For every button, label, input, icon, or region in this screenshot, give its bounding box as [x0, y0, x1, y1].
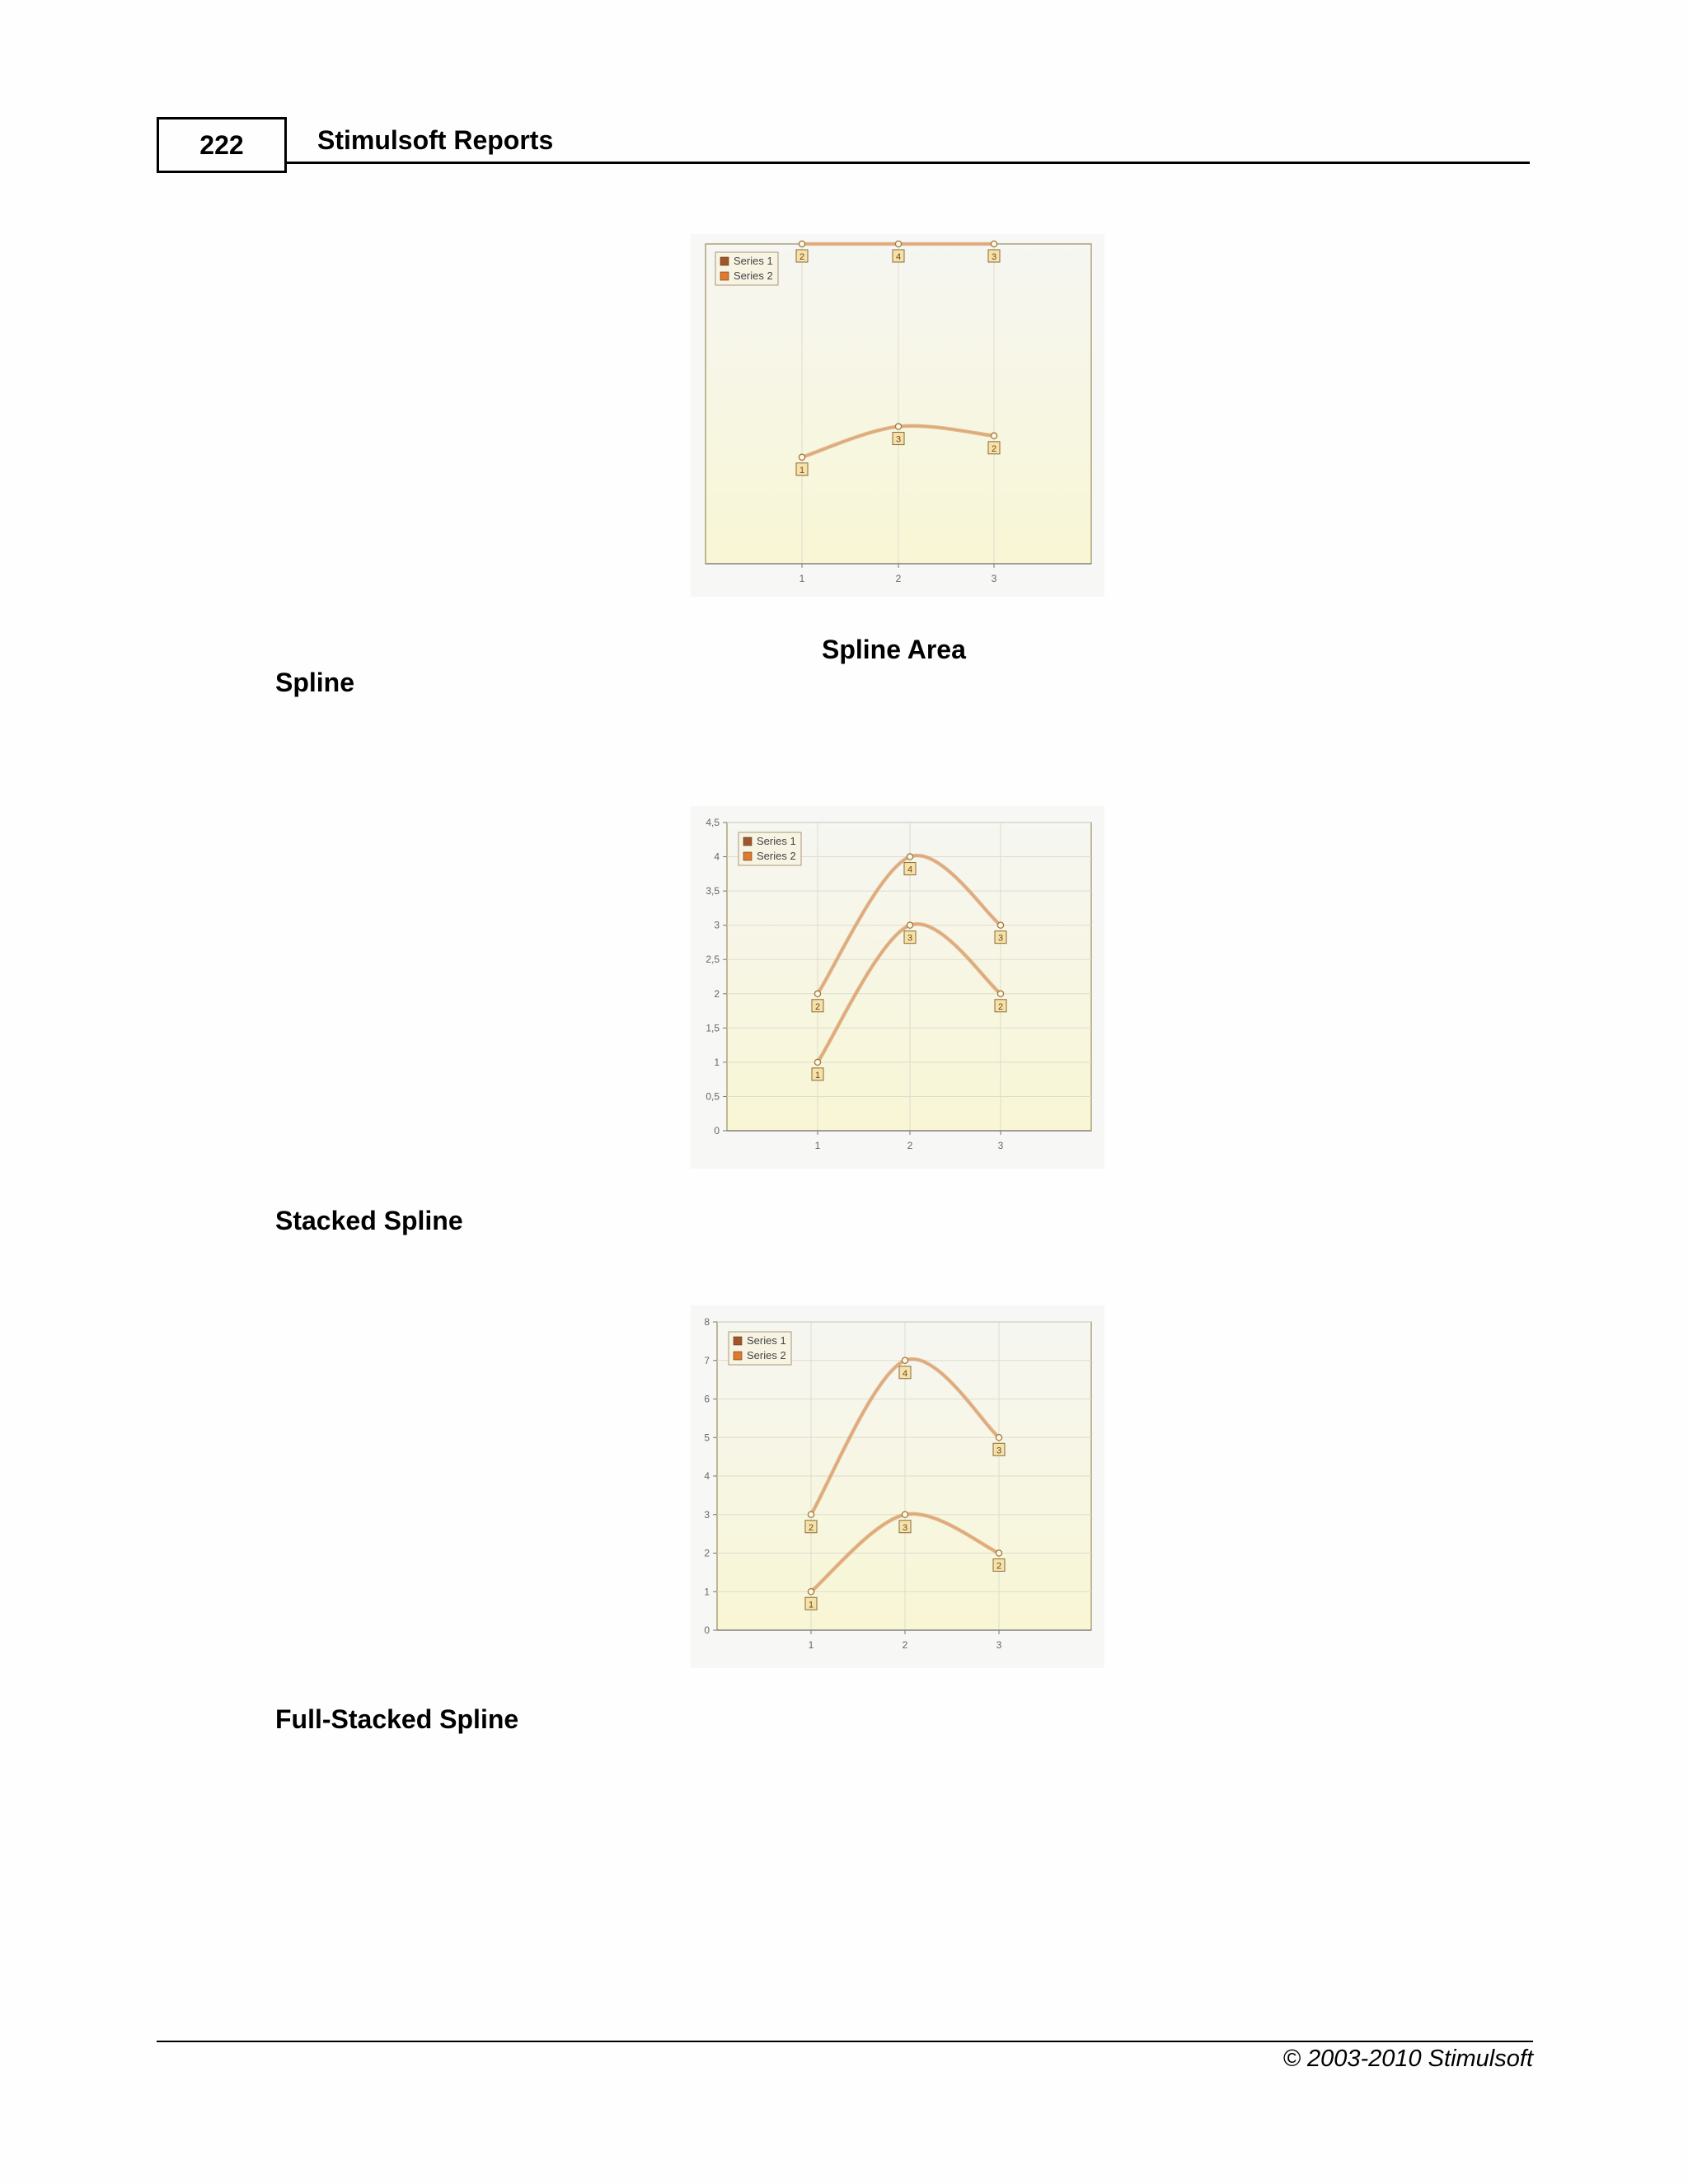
data-label: 1: [808, 1600, 814, 1610]
x-tick-label: 2: [902, 1639, 908, 1651]
chart-stacked-spline: [691, 1305, 1104, 1668]
caption-stacked-spline: Stacked Spline: [275, 1206, 463, 1235]
x-tick-label: 2: [907, 1140, 913, 1151]
data-label: 3: [895, 434, 902, 445]
x-tick-label: 2: [895, 573, 902, 584]
x-tick-label: 3: [991, 573, 997, 584]
legend-swatch: [743, 837, 752, 846]
data-point: [991, 433, 996, 438]
header-rule: [287, 162, 1530, 164]
data-label: 2: [814, 1001, 821, 1012]
data-label: 2: [991, 443, 997, 454]
y-tick-label: 8: [704, 1316, 710, 1328]
y-tick-label: 0,5: [706, 1090, 720, 1103]
data-label: 3: [991, 252, 997, 262]
data-label: 2: [799, 252, 805, 262]
data-point: [895, 424, 901, 429]
y-tick-label: 3: [714, 919, 720, 931]
y-tick-label: 4,5: [706, 817, 720, 828]
data-point: [799, 241, 804, 246]
data-point: [799, 454, 804, 460]
y-tick-label: 1: [714, 1056, 720, 1068]
data-label: 2: [997, 1001, 1004, 1012]
x-tick-label: 1: [799, 573, 805, 584]
y-tick-label: 2: [704, 1547, 710, 1559]
legend-label: Series 2: [734, 269, 773, 282]
caption-spline-area: Spline Area: [822, 635, 966, 664]
data-point: [814, 991, 820, 996]
caption-full-stacked-spline: Full-Stacked Spline: [275, 1704, 519, 1734]
data-point: [895, 241, 901, 246]
chart-svg: [691, 806, 1104, 1169]
footer-rule: [157, 2041, 1533, 2042]
chart-full-stacked-top: [691, 234, 1104, 597]
data-label: 1: [799, 465, 805, 476]
y-tick-label: 4: [704, 1470, 710, 1482]
legend-swatch: [720, 272, 729, 280]
chart-svg: [691, 234, 1104, 597]
y-tick-label: 3,5: [706, 885, 720, 898]
data-point: [808, 1511, 814, 1517]
chart-spline: [691, 806, 1104, 1169]
data-label: 3: [907, 933, 913, 944]
y-tick-label: 5: [704, 1432, 710, 1444]
data-point: [907, 854, 912, 860]
caption-spline: Spline: [275, 668, 355, 697]
data-point: [902, 1357, 907, 1363]
legend-swatch: [743, 852, 752, 860]
data-point: [996, 1435, 1001, 1441]
y-tick-label: 6: [704, 1393, 710, 1405]
data-label: 2: [996, 1561, 1002, 1572]
legend-label: Series 2: [757, 850, 796, 862]
y-tick-label: 4: [714, 851, 720, 863]
data-label: 1: [814, 1070, 821, 1080]
y-tick-label: 3: [704, 1508, 710, 1521]
y-tick-label: 2,5: [706, 954, 720, 966]
x-tick-label: 1: [808, 1639, 814, 1651]
data-label: 3: [902, 1522, 908, 1533]
data-label: 2: [808, 1522, 814, 1533]
legend-swatch: [720, 257, 729, 265]
x-tick-label: 3: [996, 1639, 1002, 1651]
y-tick-label: 7: [704, 1354, 710, 1366]
legend-label: Series 2: [747, 1349, 786, 1361]
data-point: [907, 922, 912, 928]
legend-label: Series 1: [747, 1334, 786, 1347]
data-label: 3: [997, 933, 1004, 944]
data-label: 3: [996, 1446, 1002, 1456]
page-number: 222: [157, 117, 287, 173]
y-tick-label: 2: [714, 987, 720, 1000]
data-label: 4: [902, 1368, 908, 1379]
y-tick-label: 0: [714, 1125, 720, 1137]
data-point: [991, 241, 996, 246]
data-label: 4: [907, 865, 913, 875]
data-point: [902, 1511, 907, 1517]
data-point: [997, 991, 1003, 996]
header-title: Stimulsoft Reports: [317, 125, 554, 155]
legend-swatch: [734, 1352, 742, 1360]
data-label: 4: [895, 252, 902, 262]
legend-swatch: [734, 1337, 742, 1345]
x-tick-label: 3: [997, 1140, 1004, 1151]
data-point: [808, 1589, 814, 1595]
x-tick-label: 1: [814, 1140, 821, 1151]
y-tick-label: 1: [704, 1586, 710, 1598]
legend-label: Series 1: [734, 255, 773, 267]
y-tick-label: 0: [704, 1624, 710, 1636]
legend-label: Series 1: [757, 835, 796, 847]
data-point: [996, 1550, 1001, 1556]
y-tick-label: 1,5: [706, 1022, 720, 1034]
data-point: [997, 922, 1003, 928]
data-point: [814, 1059, 820, 1065]
footer-copyright: © 2003-2010 Stimulsoft: [1282, 2046, 1533, 2072]
chart-svg: [691, 1305, 1104, 1668]
